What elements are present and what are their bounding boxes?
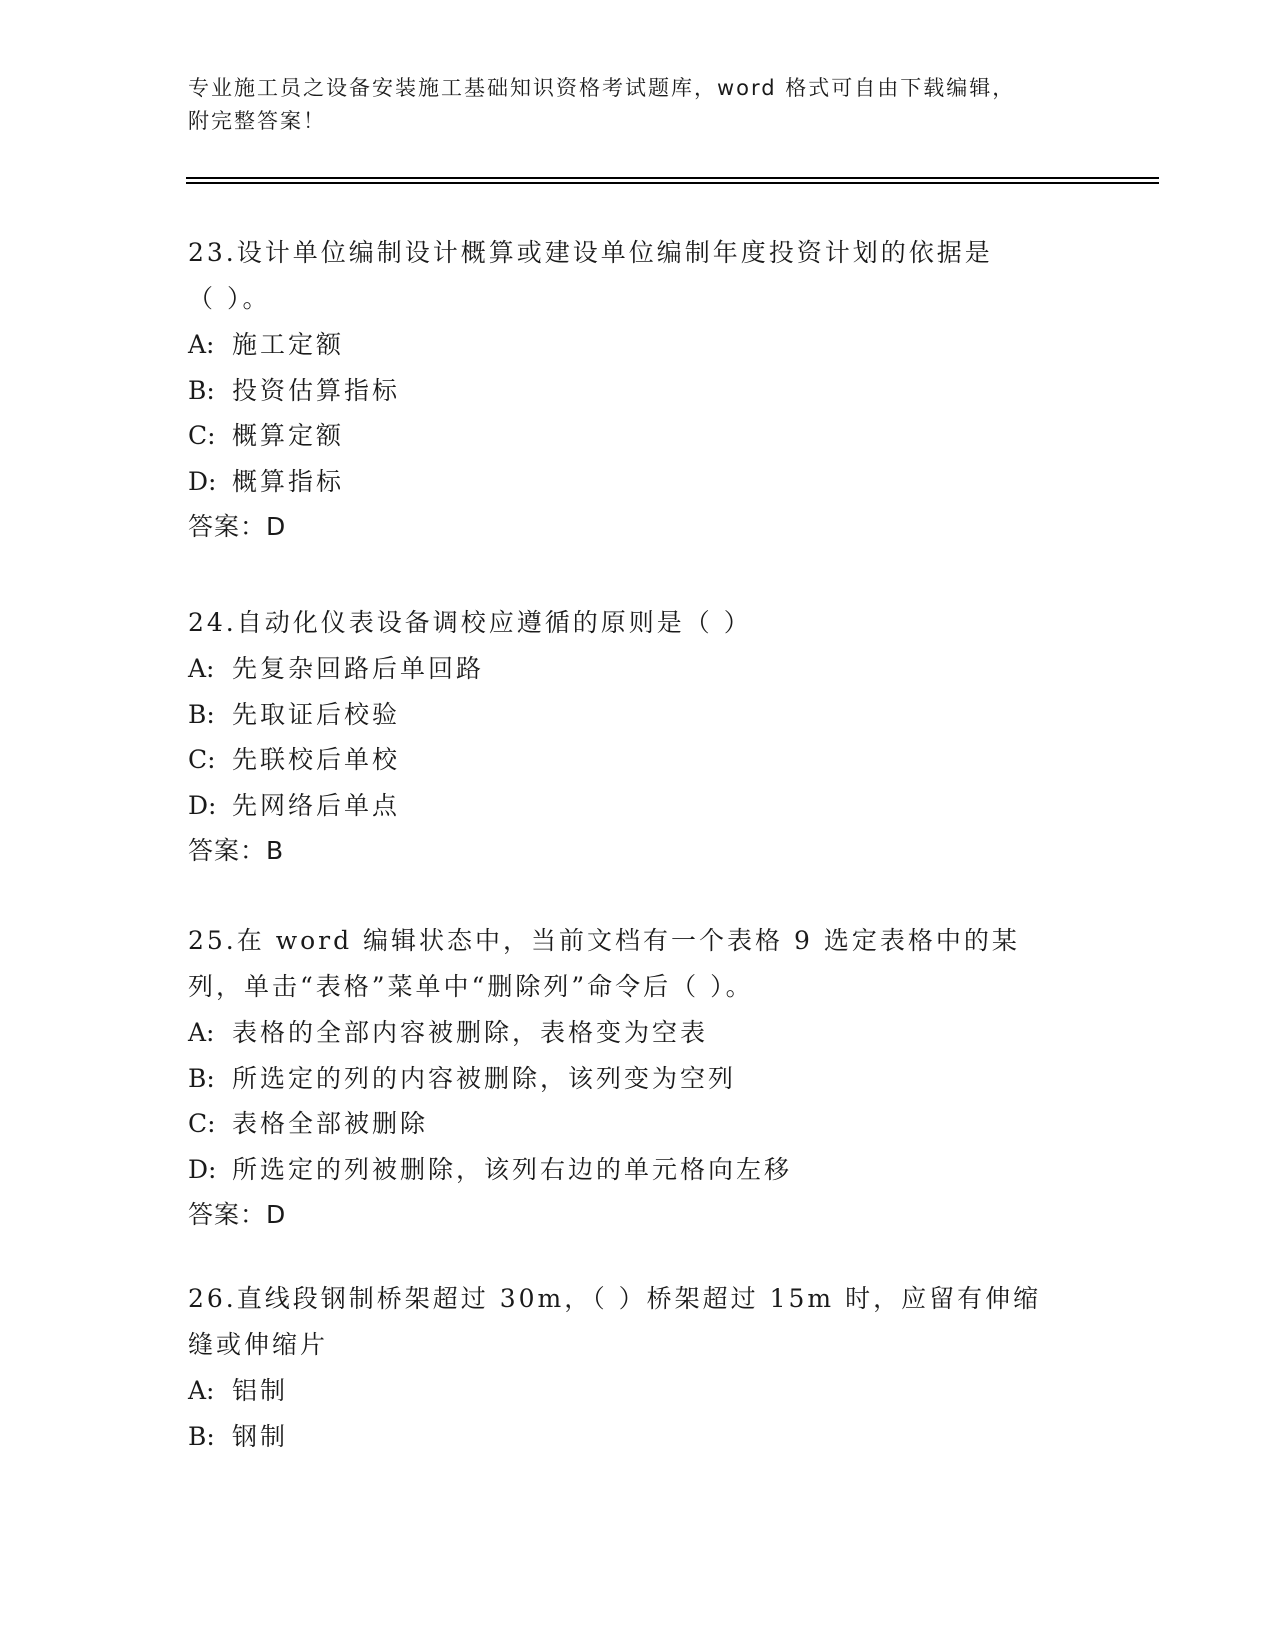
answer-label: 答案：B [188,836,285,866]
question-text: 23.设计单位编制设计概算或建设单位编制年度投资计划的依据是（ ）。 [188,238,993,313]
option-letter: D: [188,1154,217,1184]
option-text: 施工定额 [232,330,345,359]
option-letter: A: [188,1376,215,1405]
option-a [188,1368,1068,1414]
option-text: 先复杂回路后单回路 [232,654,485,683]
option-text: 先网络后单点 [232,790,401,820]
option-letter: C: [188,1109,216,1139]
option-text: 先联校后单校 [232,745,401,775]
question-25 [188,918,1038,1238]
option-text: 所选定的列的内容被删除，该列变为空列 [232,1063,737,1093]
question-text: 24.自动化仪表设备调校应遵循的原则是（ ） [188,608,752,637]
option-d [188,1147,1038,1193]
option-b [188,1414,1068,1460]
question-24 [188,600,1088,874]
option-letter: B: [188,699,215,729]
option-letter: D: [188,466,217,496]
option-d [188,459,1018,505]
option-letter: A: [188,330,215,359]
option-a [188,322,1018,368]
option-letter: C: [188,421,216,451]
option-letter: C: [188,745,216,775]
option-b [188,1056,1038,1102]
question-23 [188,230,1018,550]
answer-label: 答案：D [188,512,287,542]
option-a [188,646,1088,692]
option-letter: B: [188,1421,215,1451]
option-b [188,692,1088,738]
option-d [188,783,1088,829]
option-a [188,1010,1038,1056]
answer-label: 答案：D [188,1200,287,1230]
option-text: 所选定的列被删除，该列右边的单元格向左移 [232,1154,793,1184]
header-divider-bottom [186,182,1159,184]
option-c [188,1101,1038,1147]
option-text: 表格的全部内容被删除，表格变为空表 [232,1018,709,1047]
header-line-1: 专业施工员之设备安装施工基础知识资格考试题库，word 格式可自由下载编辑， [188,76,1016,100]
question-text: 25.在 word 编辑状态中，当前文档有一个表格 9 选定表格中的某列，单击“表格”菜单中“删除列”命令后（ ）。 [188,926,1020,1001]
option-letter: B: [188,1063,215,1093]
option-letter: A: [188,654,215,683]
option-text: 投资估算指标 [232,375,401,405]
option-text: 表格全部被删除 [232,1109,429,1139]
option-text: 先取证后校验 [232,699,401,729]
option-c [188,413,1018,459]
document-header [188,72,1088,138]
option-c [188,737,1088,783]
header-divider-top [186,177,1159,179]
option-text: 钢制 [232,1421,289,1451]
option-text: 概算指标 [232,466,345,496]
option-b [188,368,1018,414]
question-text: 26.直线段钢制桥架超过 30m，（ ）桥架超过 15m 时，应留有伸缩缝或伸缩片 [188,1284,1042,1359]
option-letter: A: [188,1018,215,1047]
option-text: 概算定额 [232,421,345,451]
header-line-2: 附完整答案！ [188,109,326,133]
option-text: 铝制 [232,1376,289,1405]
question-26 [188,1276,1068,1459]
option-letter: D: [188,790,217,820]
option-letter: B: [188,375,215,405]
